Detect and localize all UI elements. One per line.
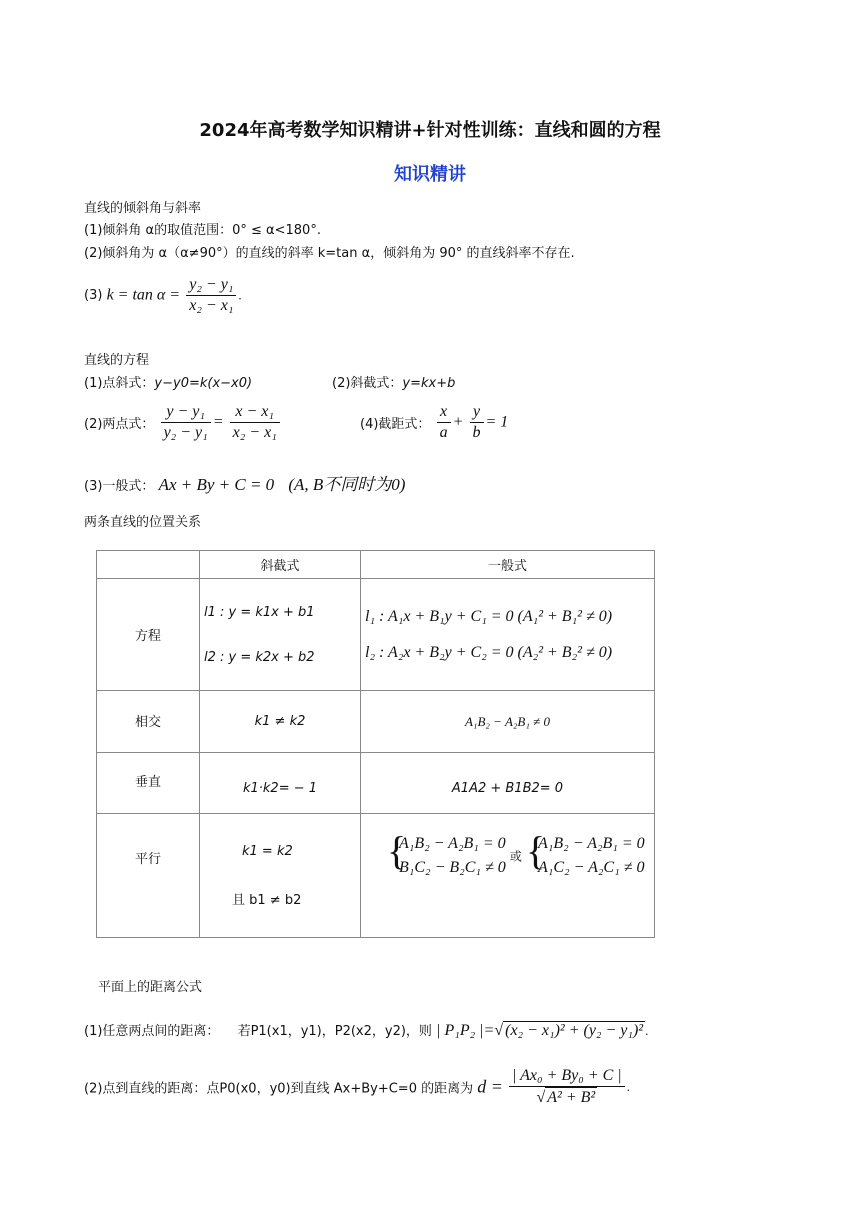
table-header-slope-intercept: 斜截式	[200, 551, 361, 579]
cell-perpendicular-slope-intercept: k1·k2= − 1	[200, 753, 361, 814]
row-label-equation: 方程	[97, 579, 200, 691]
brace-a: {	[387, 828, 407, 873]
line-relations-table	[96, 550, 655, 938]
table-row-parallel	[97, 814, 655, 938]
two-point-den1: y₂ − y₁	[163, 424, 208, 441]
cell-equation-general	[361, 579, 655, 691]
d2-text: 点P0(x0，y0)到直线 Ax+By+C=0 的距离为	[206, 1081, 474, 1097]
eq-l2-general: l₂ : A₂x + B₂y + C₂ = 0 (A₂² + B₂² ≠ 0)	[365, 643, 613, 661]
parallel-k-equal: k1 = k2	[242, 843, 293, 859]
table-header-empty	[97, 551, 200, 579]
intercept-num2: y	[470, 402, 484, 423]
d1-text: 若P1(x1，y1)，P2(x2，y2)，则	[237, 1024, 432, 1039]
d1-period: .	[645, 1023, 649, 1038]
period: .	[238, 287, 242, 303]
intercept-fraction-2	[470, 402, 484, 443]
table-header-general: 一般式	[361, 551, 655, 579]
d2-fraction	[509, 1066, 625, 1108]
parallel-b-not-equal: 且 b1 ≠ b2	[232, 892, 302, 908]
table-row-intersect	[97, 691, 655, 753]
intercept-rhs: = 1	[485, 413, 509, 431]
d2-lhs: d =	[477, 1076, 503, 1097]
sec1-line2	[84, 242, 575, 261]
intercept-num1: x	[437, 402, 451, 423]
d1-radicand: (x₂ − x₁)² + (y₂ − y₁)²	[505, 1022, 644, 1039]
intercept-fraction-1	[437, 402, 451, 443]
two-point-den2: x₂ − x₁	[232, 424, 277, 441]
intercept-den1: a	[439, 424, 448, 441]
plus-sign: +	[452, 413, 464, 431]
d2-numerator: | Ax₀ + By₀ + C |	[509, 1066, 625, 1087]
intercept-den2: b	[472, 424, 481, 441]
two-point-fraction-2	[230, 402, 280, 443]
d2-label: (2)点到直线的距离：	[84, 1081, 207, 1097]
d2-denominator	[509, 1087, 625, 1108]
parallel-system-a	[387, 828, 506, 880]
d1-label: (1)任意两点间的距离：	[84, 1024, 220, 1039]
sec4-heading: 平面上的距离公式	[98, 980, 203, 995]
general-formula: Ax + By + C = 0	[158, 475, 275, 494]
d2-radicand: A² + B²	[547, 1089, 596, 1106]
table-header-row	[97, 551, 655, 579]
sqrt-symbol: √	[494, 1022, 504, 1039]
slope-formula-lhs: k = tan α =	[106, 286, 181, 304]
slope-intercept-label: (2)斜截式：	[332, 376, 403, 391]
row-label-parallel: 平行	[97, 814, 200, 938]
section-subtitle: 知识精讲	[394, 164, 466, 185]
eq-l2-slope-intercept: l2 : y = k2x + b2	[204, 649, 315, 665]
parallel-a-line1: A₁B₂ − A₂B₁ = 0	[399, 835, 506, 852]
row-label-perpendicular: 垂直	[97, 753, 200, 814]
point-slope-form	[84, 372, 252, 391]
general-label: (3)一般式：	[84, 479, 155, 494]
two-point-fraction-1	[161, 402, 211, 443]
cell-intersect-slope-intercept: k1 ≠ k2	[200, 691, 361, 753]
cell-equation-slope-intercept	[200, 579, 361, 691]
parallel-a-line2: B₁C₂ − B₂C₁ ≠ 0	[399, 859, 506, 876]
table-row-equation	[97, 579, 655, 691]
general-note: (A, B不同时为0)	[288, 475, 406, 494]
two-point-num1: y − y₁	[161, 402, 211, 423]
eq-l1-general: l₁ : A₁x + B₁y + C₁ = 0 (A₁² + B₁² ≠ 0)	[365, 607, 613, 625]
slope-denominator: x₂ − x₁	[189, 297, 234, 314]
parallel-b-line1: A₁B₂ − A₂B₁ = 0	[538, 835, 645, 852]
row-label-intersect: 相交	[97, 691, 200, 753]
brace-b: {	[526, 828, 546, 873]
point-slope-formula: y−y0=k(x−x0)	[154, 376, 253, 391]
intercept-label: (4)截距式：	[360, 417, 431, 432]
slope-numerator: y₂ − y₁	[186, 275, 236, 296]
sec1-line2-a: (2)倾斜角为 α（α≠90°）的直线的斜率	[84, 246, 318, 261]
cell-parallel-slope-intercept	[200, 814, 361, 938]
parallel-system-b	[526, 828, 645, 880]
general-form	[84, 470, 405, 495]
sec1-line2-b: k=tan α，倾斜角为 90° 的直线斜率不存在.	[317, 246, 575, 261]
two-point-num2: x − x₁	[230, 402, 280, 423]
intercept-form	[360, 402, 508, 443]
d1-lhs: | P₁P₂ |=	[436, 1022, 495, 1039]
cell-perpendicular-general: A1A2 + B1B2= 0	[361, 753, 655, 814]
distance-two-points	[84, 1020, 648, 1040]
equals-sign: =	[212, 413, 224, 431]
eq-l1-slope-intercept: l1 : y = k1x + b1	[204, 604, 315, 620]
point-slope-label: (1)点斜式：	[84, 376, 155, 391]
slope-fraction	[186, 275, 236, 316]
table-row-perpendicular	[97, 753, 655, 814]
d2-sqrt-symbol: √	[536, 1089, 546, 1106]
two-point-form	[84, 402, 282, 443]
sec3-heading: 两条直线的位置关系	[84, 515, 202, 530]
d2-period: .	[626, 1079, 630, 1094]
distance-point-line	[84, 1066, 630, 1108]
parallel-or: 或	[509, 849, 522, 864]
sec1-line3-prefix: (3)	[84, 288, 103, 303]
sec2-heading: 直线的方程	[84, 353, 150, 368]
cell-parallel-general	[361, 814, 655, 938]
slope-intercept-formula: y=kx+b	[402, 376, 456, 391]
parallel-b-line2: A₁C₂ − A₂C₁ ≠ 0	[538, 859, 645, 876]
sec1-heading: 直线的倾斜角与斜率	[84, 201, 202, 216]
two-point-label: (2)两点式：	[84, 417, 155, 432]
cell-intersect-general: A₁B₂ − A₂B₁ ≠ 0	[361, 691, 655, 753]
slope-intercept-form	[332, 372, 455, 391]
sec1-line3	[84, 275, 242, 316]
document-title: 2024年高考数学知识精讲+针对性训练：直线和圆的方程	[199, 120, 661, 141]
sec1-line1: (1)倾斜角 α的取值范围：0° ≤ α<180°.	[84, 223, 321, 238]
